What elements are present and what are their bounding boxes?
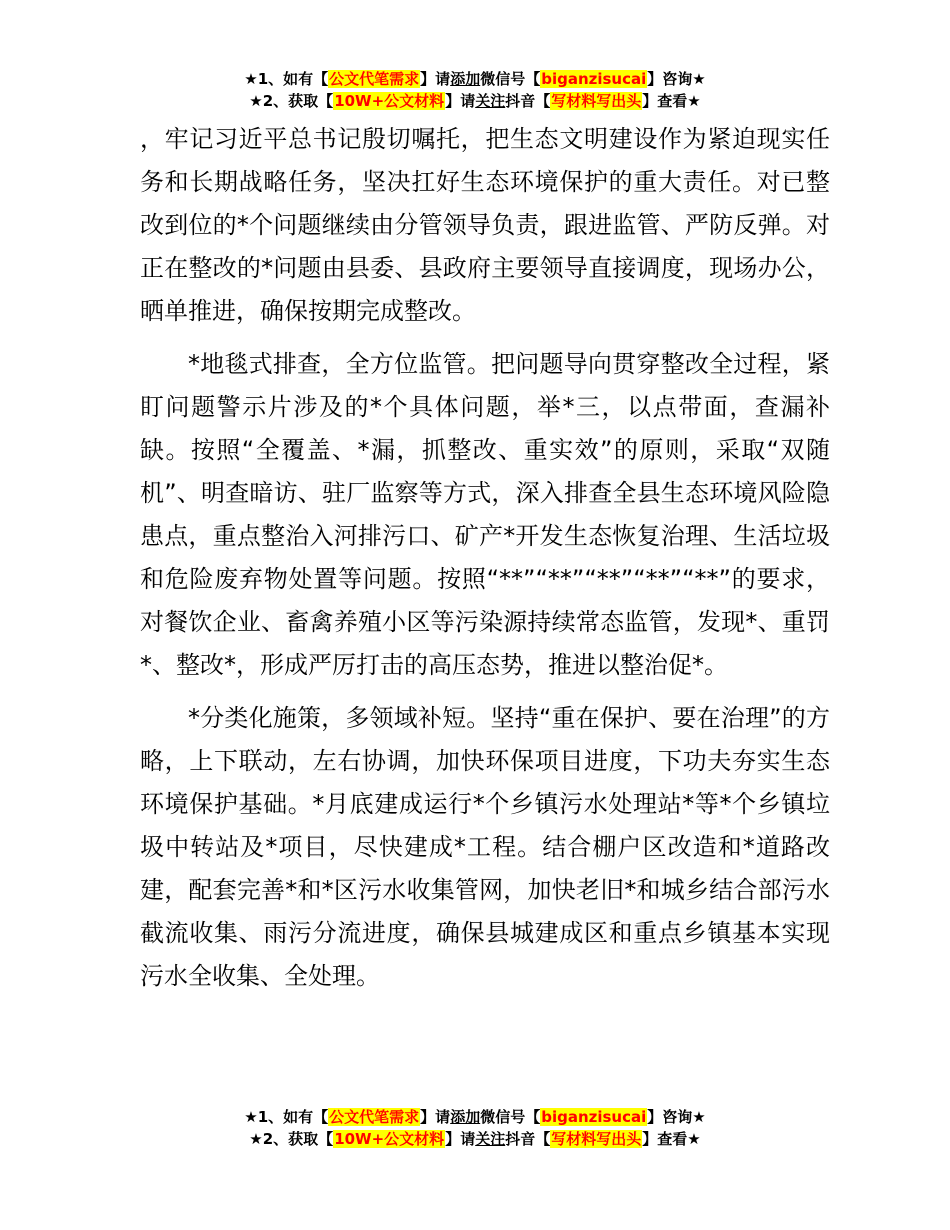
header-line-2-prefix: ★2、获取【 xyxy=(249,92,334,110)
header-line-1 xyxy=(0,68,950,90)
wechat-id-highlight: biganzisucai xyxy=(541,70,647,88)
header-line-1-mid: 】请 xyxy=(420,70,451,88)
paragraph-3: *分类化施策，多领域补短。坚持“重在保护、要在治理”的方略，上下联动，左右协调，加快环保项目进度，下功夫夯实生态环境保护基础。*月底建成运行*个乡镇污水处理站*等*个乡镇垃圾中转站及*项目，尽快建成*工程。结合棚户区改造和*道路改建，配套完善*和*区污水收集管网，加快老旧*和城乡结合部污水截流收集、雨污分流进度，确保县城建成区和重点乡镇基本实现污水全收集、全处理。 xyxy=(140,704,830,990)
footer-line-1-prefix: ★1、如有【 xyxy=(244,1108,329,1126)
document-body xyxy=(140,118,830,998)
footer-line-1-mid2: 微信号【 xyxy=(480,1108,541,1126)
materials-highlight: 10W+公文材料 xyxy=(334,92,445,110)
douyin-account-highlight: 写材料写出头 xyxy=(551,92,642,110)
footer-line-1-mid: 】请 xyxy=(420,1108,451,1126)
paragraph-2: *地毯式排查，全方位监管。把问题导向贯穿整改全过程，紧盯问题警示片涉及的*个具体问题，举*三，以点带面，查漏补缺。按照“全覆盖、*漏，抓整改、重实效”的原则，采取“双随机”、明查暗访、驻厂监察等方式，深入排查全县生态环境风险隐患点，重点整治入河排污口、矿产*开发生态恢复治理、生活垃圾和危险废弃物处置等问题。按照“**”“**”“**”“**”“**”的要求，对餐饮企业、畜禽养殖小区等污染源持续常态监管，发现*、重罚*、整改*，形成严厉打击的高压态势，推进以整治促*。 xyxy=(140,350,830,679)
footer-line-2-mid: 】请 xyxy=(445,1130,476,1148)
header-line-1-mid2: 微信号【 xyxy=(480,70,541,88)
footer-line-2-suffix: 】查看★ xyxy=(642,1130,701,1148)
footer-ghostwriting-highlight: 公文代笔需求 xyxy=(329,1108,420,1126)
header-banner xyxy=(0,68,950,112)
footer-add-underlined-text: 添加 xyxy=(450,1108,481,1126)
footer-materials-highlight: 10W+公文材料 xyxy=(334,1130,445,1148)
footer-wechat-id-highlight: biganzisucai xyxy=(541,1108,647,1126)
header-line-2 xyxy=(0,90,950,112)
footer-banner xyxy=(0,1106,950,1150)
header-line-2-mid: 】请 xyxy=(445,92,476,110)
footer-line-1 xyxy=(0,1106,950,1128)
footer-line-2-mid2: 抖音【 xyxy=(505,1130,551,1148)
header-line-1-suffix: 】咨询★ xyxy=(647,70,706,88)
footer-line-1-suffix: 】咨询★ xyxy=(647,1108,706,1126)
header-line-1-prefix: ★1、如有【 xyxy=(244,70,329,88)
paragraph-1: ，牢记习近平总书记殷切嘱托，把生态文明建设作为紧迫现实任务和长期战略任务，坚决扛好生态环境保护的重大责任。对已整改到位的*个问题继续由分管领导负责，跟进监管、严防反弹。对正在整改的*问题由县委、县政府主要领导直接调度，现场办公，晒单推进，确保按期完成整改。 xyxy=(140,125,830,325)
header-line-2-mid2: 抖音【 xyxy=(505,92,551,110)
footer-douyin-account-highlight: 写材料写出头 xyxy=(551,1130,642,1148)
ghostwriting-highlight: 公文代笔需求 xyxy=(329,70,420,88)
footer-follow-underlined-text: 关注 xyxy=(475,1130,506,1148)
footer-line-2-prefix: ★2、获取【 xyxy=(249,1130,334,1148)
footer-line-2 xyxy=(0,1128,950,1150)
header-line-2-suffix: 】查看★ xyxy=(642,92,701,110)
add-underlined-text: 添加 xyxy=(450,70,481,88)
follow-underlined-text: 关注 xyxy=(475,92,506,110)
